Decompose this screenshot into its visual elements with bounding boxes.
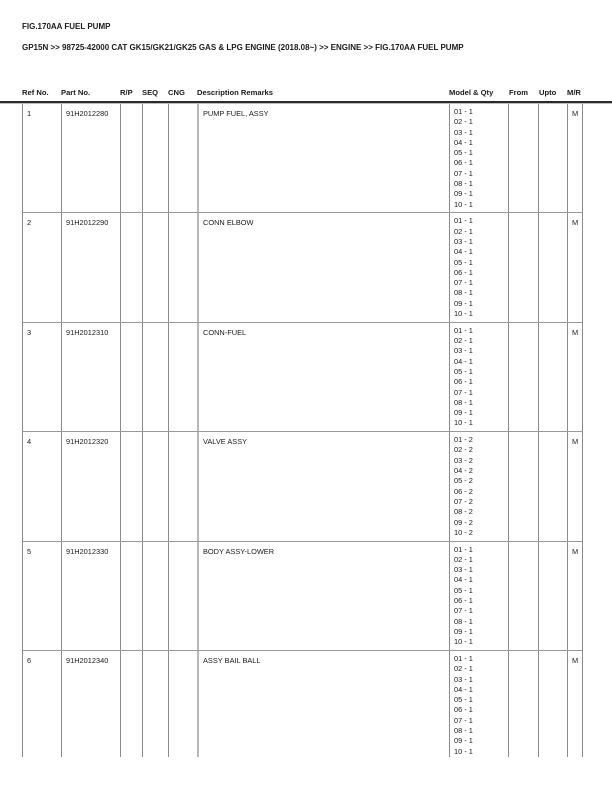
cell-rp [120, 104, 142, 212]
model-qty-line: 10 - 2 [454, 527, 473, 537]
cell-description: ASSY BAIL BALL [197, 651, 449, 757]
cell-ref-no: 1 [22, 104, 61, 212]
model-qty-line: 03 - 1 [454, 127, 473, 137]
cell-seq [142, 323, 168, 431]
model-qty-line: 08 - 1 [454, 616, 473, 626]
model-qty-line: 01 - 1 [454, 544, 473, 554]
model-qty-line: 01 - 2 [454, 435, 473, 445]
cell-cng [168, 432, 197, 540]
cell-description: CONN ELBOW [197, 213, 449, 321]
model-qty-line: 07 - 1 [454, 606, 473, 616]
cell-part-no: 91H2012310 [61, 323, 120, 431]
model-qty-line: 09 - 1 [454, 189, 473, 199]
model-qty-line: 09 - 1 [454, 736, 473, 746]
cell-part-no: 91H2012340 [61, 651, 120, 757]
model-qty-line: 09 - 2 [454, 517, 473, 527]
cell-part-no: 91H2012320 [61, 432, 120, 540]
model-qty-line: 08 - 1 [454, 179, 473, 189]
cell-model-qty [449, 323, 508, 431]
cell-ref-no: 5 [22, 542, 61, 650]
cell-cng [168, 213, 197, 321]
model-qty-line: 06 - 1 [454, 267, 473, 277]
cell-description: PUMP FUEL, ASSY [197, 104, 449, 212]
model-qty-line: 07 - 1 [454, 278, 473, 288]
cell-part-no: 91H2012280 [61, 104, 120, 212]
cell-from [508, 104, 538, 212]
cell-upto [538, 213, 567, 321]
model-qty-line: 09 - 1 [454, 408, 473, 418]
model-qty-line: 02 - 1 [454, 226, 473, 236]
model-qty-line: 01 - 1 [454, 653, 473, 663]
cell-mr: M [567, 323, 583, 431]
cell-upto [538, 104, 567, 212]
column-header-seq: SEQ [142, 88, 159, 97]
cell-seq [142, 432, 168, 540]
model-qty-line: 10 - 1 [454, 418, 473, 428]
cell-rp [120, 432, 142, 540]
model-qty-line: 02 - 1 [454, 117, 473, 127]
model-qty-line: 09 - 1 [454, 298, 473, 308]
model-qty-line: 01 - 1 [454, 325, 473, 335]
model-qty-line: 07 - 1 [454, 387, 473, 397]
cell-cng [168, 104, 197, 212]
model-qty-line: 02 - 1 [454, 664, 473, 674]
breadcrumb: GP15N >> 98725-42000 CAT GK15/GK21/GK25 GAS & LPG ENGINE (2018.08~) >> ENGINE >> FIG.170AA FUEL PUMP [22, 43, 464, 52]
cell-rp [120, 542, 142, 650]
cell-ref-no: 2 [22, 213, 61, 321]
cell-from [508, 651, 538, 757]
column-header-part-no: Part No. [61, 88, 91, 97]
model-qty-line: 05 - 2 [454, 476, 473, 486]
table-row [22, 323, 583, 432]
model-qty-line: 03 - 2 [454, 455, 473, 465]
model-qty-line: 06 - 2 [454, 486, 473, 496]
model-qty-line: 03 - 1 [454, 236, 473, 246]
model-qty-line: 03 - 1 [454, 346, 473, 356]
column-header-description: Description Remarks [197, 88, 273, 97]
model-qty-line: 10 - 1 [454, 309, 473, 319]
model-qty-line: 08 - 2 [454, 507, 473, 517]
cell-model-qty [449, 213, 508, 321]
model-qty-line: 05 - 1 [454, 585, 473, 595]
model-qty-line: 07 - 2 [454, 496, 473, 506]
model-qty-line: 04 - 1 [454, 684, 473, 694]
table-row [22, 651, 583, 757]
cell-description: CONN-FUEL [197, 323, 449, 431]
cell-rp [120, 651, 142, 757]
cell-seq [142, 651, 168, 757]
cell-seq [142, 104, 168, 212]
cell-model-qty [449, 542, 508, 650]
model-qty-line: 02 - 1 [454, 554, 473, 564]
column-header-ref-no: Ref No. [22, 88, 49, 97]
column-header-cng: CNG [168, 88, 185, 97]
cell-cng [168, 651, 197, 757]
cell-ref-no: 3 [22, 323, 61, 431]
cell-model-qty [449, 432, 508, 540]
cell-mr: M [567, 213, 583, 321]
model-qty-line: 04 - 1 [454, 247, 473, 257]
cell-description: VALVE ASSY [197, 432, 449, 540]
model-qty-line: 05 - 1 [454, 695, 473, 705]
table-row [22, 213, 583, 322]
model-qty-line: 06 - 1 [454, 705, 473, 715]
cell-upto [538, 542, 567, 650]
cell-ref-no: 4 [22, 432, 61, 540]
cell-mr: M [567, 432, 583, 540]
cell-seq [142, 542, 168, 650]
model-qty-line: 05 - 1 [454, 148, 473, 158]
table-row [22, 542, 583, 651]
model-qty-line: 04 - 1 [454, 575, 473, 585]
model-qty-line: 10 - 1 [454, 199, 473, 209]
cell-mr: M [567, 104, 583, 212]
cell-mr: M [567, 651, 583, 757]
model-qty-line: 08 - 1 [454, 726, 473, 736]
model-qty-line: 09 - 1 [454, 626, 473, 636]
cell-from [508, 542, 538, 650]
cell-from [508, 432, 538, 540]
column-header-upto: Upto [539, 88, 557, 97]
model-qty-line: 01 - 1 [454, 216, 473, 226]
model-qty-line: 07 - 1 [454, 715, 473, 725]
cell-upto [538, 651, 567, 757]
column-header-from: From [509, 88, 528, 97]
column-header-rp: R/P [120, 88, 133, 97]
model-qty-line: 06 - 1 [454, 158, 473, 168]
model-qty-line: 06 - 1 [454, 596, 473, 606]
cell-upto [538, 432, 567, 540]
model-qty-line: 08 - 1 [454, 288, 473, 298]
table-header [0, 88, 612, 102]
model-qty-line: 07 - 1 [454, 168, 473, 178]
cell-mr: M [567, 542, 583, 650]
cell-seq [142, 213, 168, 321]
column-header-mr: M/R [567, 88, 581, 97]
model-qty-line: 04 - 1 [454, 137, 473, 147]
table-row [22, 104, 583, 213]
cell-from [508, 323, 538, 431]
cell-upto [538, 323, 567, 431]
cell-part-no: 91H2012330 [61, 542, 120, 650]
cell-rp [120, 323, 142, 431]
model-qty-line: 05 - 1 [454, 257, 473, 267]
cell-cng [168, 542, 197, 650]
model-qty-line: 05 - 1 [454, 366, 473, 376]
model-qty-line: 03 - 1 [454, 674, 473, 684]
model-qty-line: 08 - 1 [454, 397, 473, 407]
parts-table [22, 104, 583, 757]
model-qty-line: 03 - 1 [454, 565, 473, 575]
model-qty-line: 04 - 2 [454, 466, 473, 476]
table-row [22, 432, 583, 541]
model-qty-line: 02 - 2 [454, 445, 473, 455]
cell-cng [168, 323, 197, 431]
model-qty-line: 04 - 1 [454, 356, 473, 366]
column-header-model-qty: Model & Qty [449, 88, 494, 97]
model-qty-line: 10 - 1 [454, 637, 473, 647]
cell-ref-no: 6 [22, 651, 61, 757]
cell-part-no: 91H2012290 [61, 213, 120, 321]
cell-description: BODY ASSY-LOWER [197, 542, 449, 650]
cell-rp [120, 213, 142, 321]
model-qty-line: 10 - 1 [454, 746, 473, 756]
cell-model-qty [449, 104, 508, 212]
model-qty-line: 01 - 1 [454, 107, 473, 116]
cell-from [508, 213, 538, 321]
model-qty-line: 02 - 1 [454, 336, 473, 346]
cell-model-qty [449, 651, 508, 757]
page-title: FIG.170AA FUEL PUMP [22, 22, 111, 31]
model-qty-line: 06 - 1 [454, 377, 473, 387]
